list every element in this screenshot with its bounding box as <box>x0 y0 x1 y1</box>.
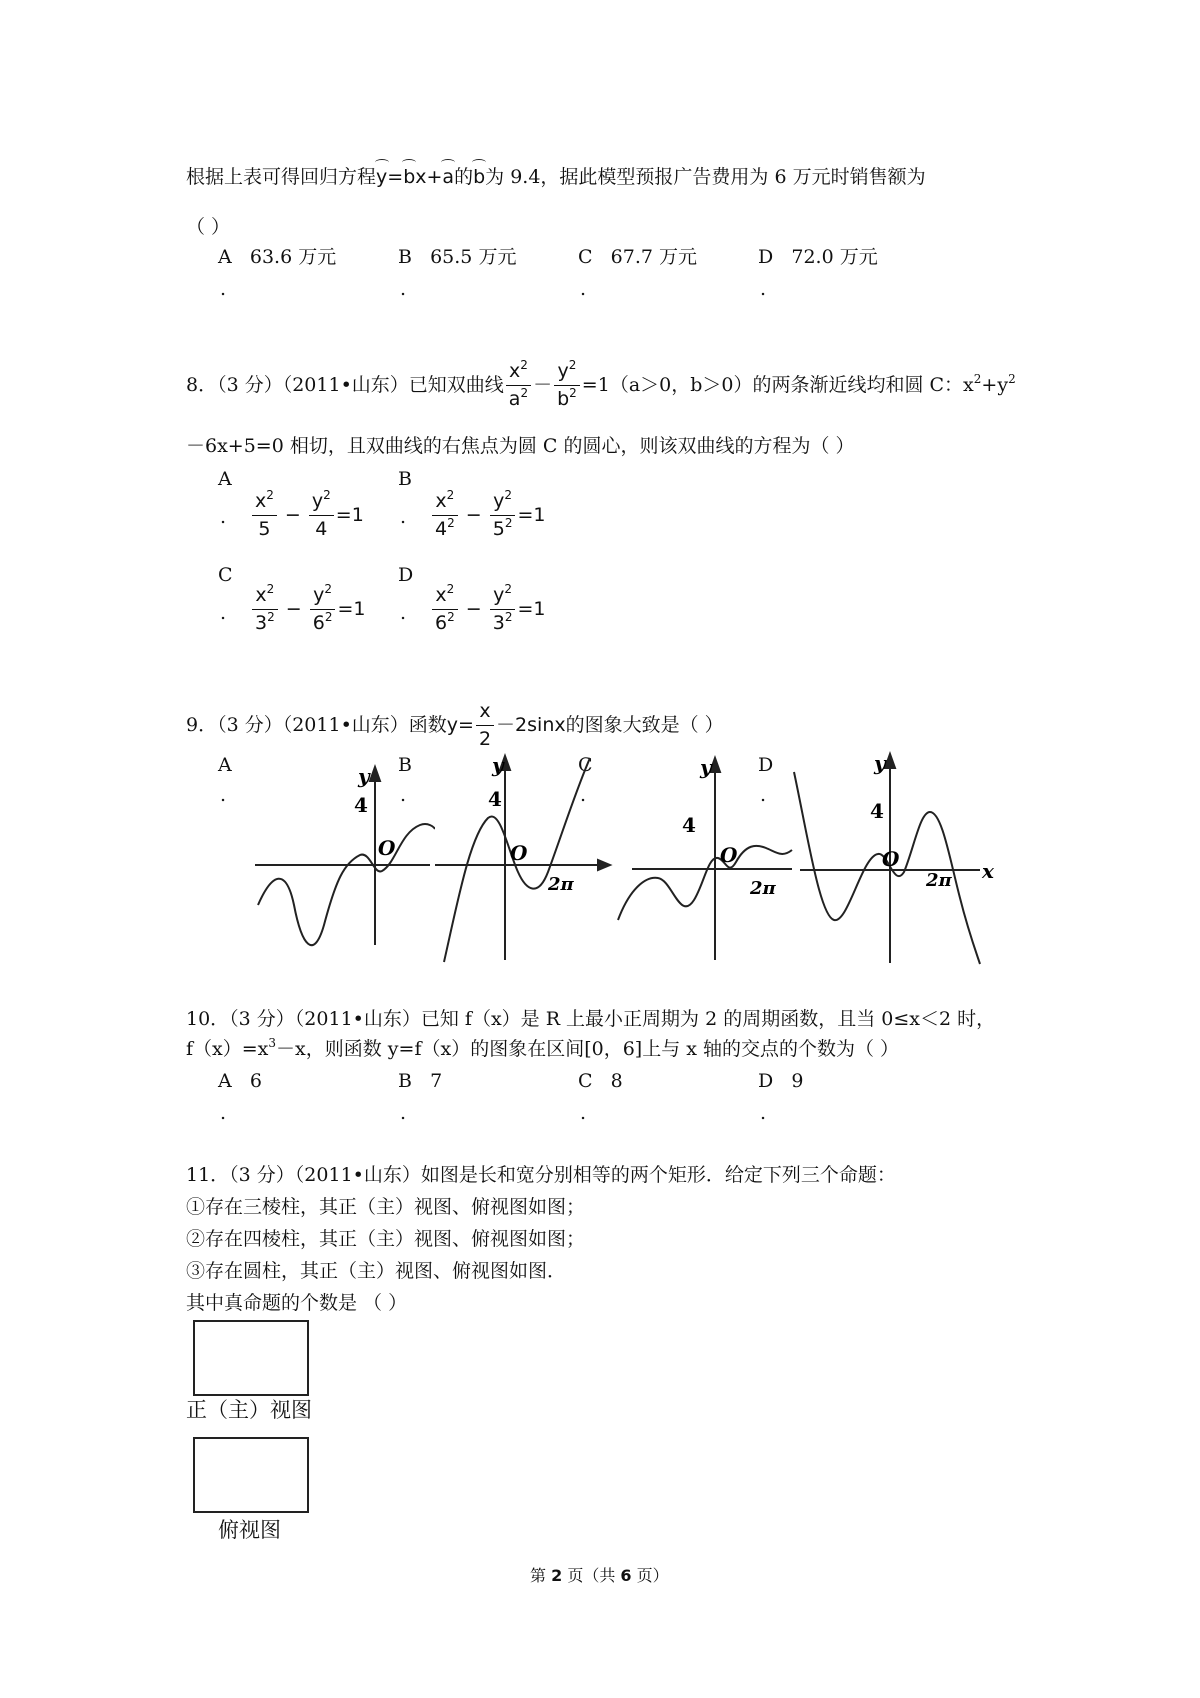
q9-graph-d[interactable] <box>790 748 1000 968</box>
q10-option-c[interactable]: C 8 <box>578 1070 623 1092</box>
q8-option-d-dot: . <box>400 602 407 624</box>
q8-option-c[interactable]: $\frac{x^2}{3^2}$ − $\frac{y^2}{6^2}$ =1 <box>250 584 365 635</box>
top-view-rectangle <box>193 1437 309 1513</box>
q9-option-b-letter[interactable]: B <box>398 754 412 776</box>
q9-function: y= $\frac{x}{2}$ －2sinx <box>446 700 566 750</box>
graph-c-four-label: 4 <box>682 813 696 837</box>
q10-option-a-dot: . <box>220 1102 227 1124</box>
graph-b-x-arrow <box>598 860 610 870</box>
q9-option-d-letter[interactable]: D <box>758 754 774 776</box>
graph-a-y-arrow <box>370 767 380 781</box>
q8-option-a-dot: . <box>220 506 227 528</box>
graph-c-y-label: y <box>700 755 712 779</box>
graph-d-2pi-label: 2π <box>926 870 952 891</box>
q10-option-c-dot: . <box>580 1102 587 1124</box>
q10-stem-line1: 10．（3 分）（2011•山东）已知 f（x）是 R 上最小正周期为 2 的周期函数，且当 0≤x＜2 时， <box>186 1008 996 1030</box>
q8-option-c-dot: . <box>220 602 227 624</box>
graph-b-four-label: 4 <box>488 787 502 811</box>
q7-option-a[interactable]: A 63.6 万元 <box>218 246 337 268</box>
front-view-rectangle <box>193 1320 309 1396</box>
page-footer: 第 2 页（共 6 页） <box>530 1566 669 1585</box>
q9-graph-c[interactable] <box>610 752 795 962</box>
q8-option-b-dot: . <box>400 506 407 528</box>
graph-a-four-label: 4 <box>354 793 368 817</box>
graph-c-2pi-label: 2π <box>750 878 776 899</box>
graph-c-origin-label: O <box>720 843 738 867</box>
q9-option-c-dot: . <box>580 784 587 806</box>
graph-a-y-label: y <box>358 764 370 788</box>
q8-fraction-x2-a2: $\frac{x^2}{a^2}$ <box>506 360 531 411</box>
current-page-number: 2 <box>551 1566 563 1585</box>
q8-option-b-letter[interactable]: B <box>398 468 412 490</box>
q7-answer-paren: （ ） <box>186 216 231 238</box>
q9-option-d-dot: . <box>760 784 767 806</box>
graph-a-origin-label: O <box>378 836 396 860</box>
q10-option-a[interactable]: A 6 <box>218 1070 262 1092</box>
q7-option-d-dot: . <box>760 278 767 300</box>
q9-option-c-letter[interactable]: C <box>578 754 593 776</box>
q10-option-b[interactable]: B 7 <box>398 1070 443 1092</box>
graph-d-y-label: y <box>874 751 886 775</box>
total-page-number: 6 <box>620 1566 632 1585</box>
q8-fraction-y2-b2: $\frac{y^2}{b^2}$ <box>554 360 580 411</box>
q9-stem: 9．（3 分）（2011•山东）函数y= $\frac{x}{2}$ －2sinx的图象大致是（ ） <box>186 700 724 750</box>
q7-option-a-dot: . <box>220 278 227 300</box>
top-view-label: 俯视图 <box>218 1518 281 1542</box>
q7-option-b-dot: . <box>400 278 407 300</box>
q9-option-b-dot: . <box>400 784 407 806</box>
q7-option-d[interactable]: D 72.0 万元 <box>758 246 878 268</box>
graph-d-four-label: 4 <box>870 799 884 823</box>
front-view-label: 正（主）视图 <box>186 1398 312 1422</box>
q9-graph-b[interactable] <box>430 750 615 965</box>
q10-option-b-dot: . <box>400 1102 407 1124</box>
q9-graph-a[interactable] <box>250 755 435 960</box>
q11-proposition-2: ②存在四棱柱，其正（主）视图、俯视图如图； <box>186 1228 586 1250</box>
q8-option-b[interactable]: $\frac{x^2}{4^2}$ − $\frac{y^2}{5^2}$ =1 <box>430 490 545 541</box>
q8-option-a[interactable]: $\frac{x^2}{5}$ − $\frac{y^2}{4}$ =1 <box>250 490 364 541</box>
q8-option-c-letter[interactable]: C <box>218 564 233 586</box>
q8-option-d[interactable]: $\frac{x^2}{6^2}$ − $\frac{y^2}{3^2}$ =1 <box>430 584 545 635</box>
graph-b-y-label: y <box>492 753 504 777</box>
graph-d-y-arrow <box>885 754 895 768</box>
graph-b-2pi-label: 2π <box>548 874 574 895</box>
q7-option-c-dot: . <box>580 278 587 300</box>
q11-proposition-1: ①存在三棱柱，其正（主）视图、俯视图如图； <box>186 1196 586 1218</box>
q11-proposition-3: ③存在圆柱，其正（主）视图、俯视图如图． <box>186 1260 567 1282</box>
q7-option-b[interactable]: B 65.5 万元 <box>398 246 517 268</box>
q11-stem-line1: 11．（3 分）（2011•山东）如图是长和宽分别相等的两个矩形．给定下列三个命题： <box>186 1164 896 1186</box>
graph-a-curve <box>258 824 435 945</box>
q9-option-a-dot: . <box>220 784 227 806</box>
q10-option-d-dot: . <box>760 1102 767 1124</box>
q8-stem: 8．（3 分）（2011•山东）已知双曲线 $\frac{x^2}{a^2}$ － $\frac{y^2}{b^2}$ =1（a＞0，b＞0）的两条渐近线均和圆 C：$x^2+y^2$ <box>186 358 1016 410</box>
q8-stem-line2: －6x+5=0 相切，且双曲线的右焦点为圆 C 的圆心，则该双曲线的方程为（ ） <box>186 435 855 457</box>
q9-option-a-letter[interactable]: A <box>218 754 232 776</box>
graph-d-x-label: x <box>982 859 994 883</box>
graph-d-origin-label: O <box>882 847 900 871</box>
q8-option-d-letter[interactable]: D <box>398 564 414 586</box>
q8-option-a-letter[interactable]: A <box>218 468 232 490</box>
q7-option-c[interactable]: C 67.7 万元 <box>578 246 698 268</box>
q10-option-d[interactable]: D 9 <box>758 1070 804 1092</box>
q11-question: 其中真命题的个数是 （ ） <box>186 1292 408 1314</box>
regression-equation: y=bx+a <box>376 166 455 188</box>
q7-stem: 根据上表可得回归方程y=bx+a的b为 9.4，据此模型预报广告费用为 6 万元时销售额为 <box>186 166 926 188</box>
graph-b-origin-label: O <box>510 841 528 865</box>
q10-stem-line2: $f(x)=x^3-x$，则函数 y=f（x）的图象在区间[0，6]上与 x 轴的交点的个数为（ ） <box>186 1036 900 1060</box>
